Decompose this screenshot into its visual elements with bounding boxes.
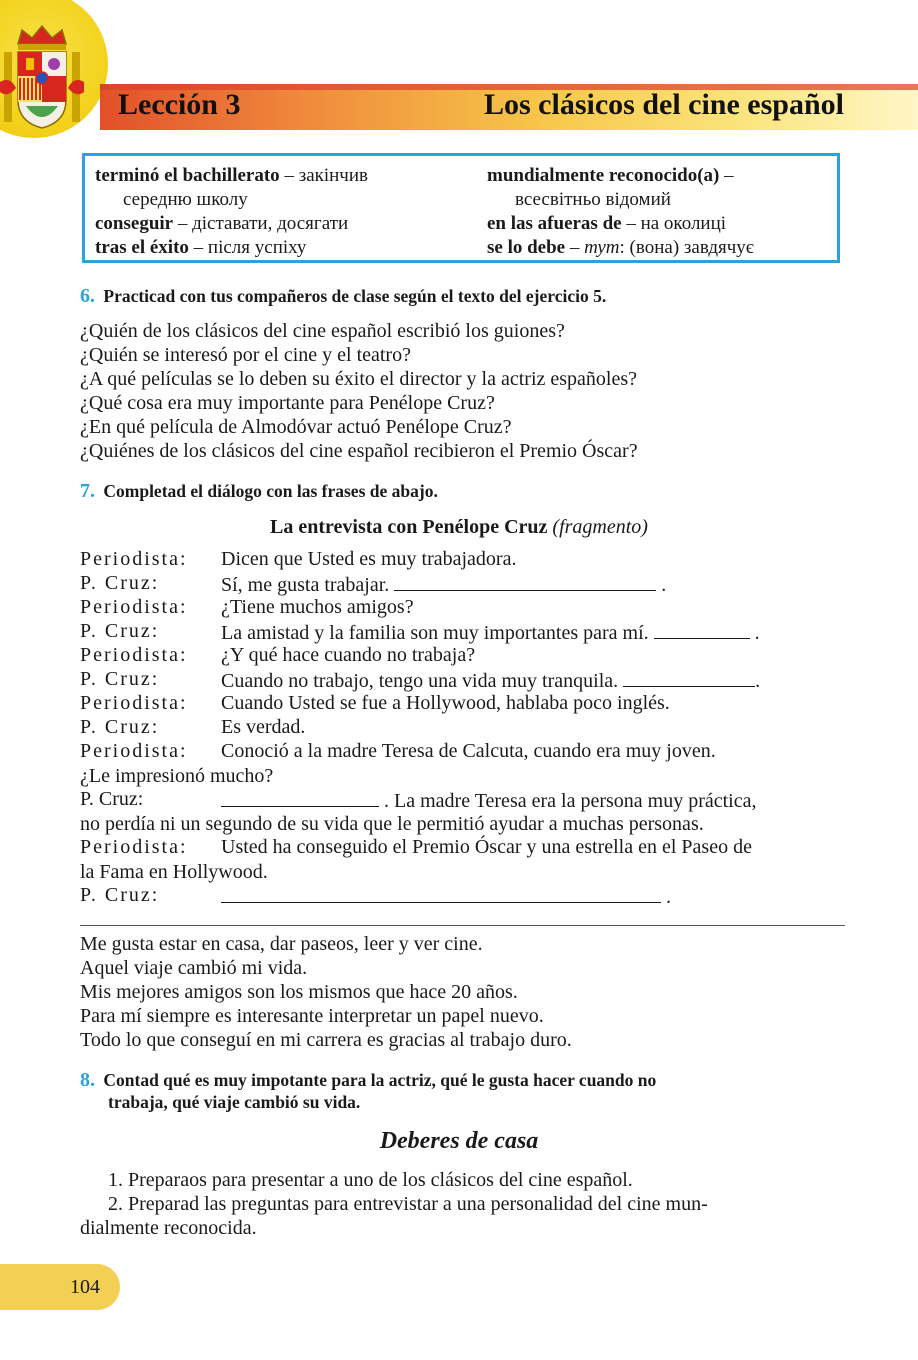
vocab-item bbox=[487, 164, 837, 188]
question: ¿A qué películas se lo deben su éxito el director y la actriz españoles? bbox=[80, 368, 638, 390]
answer-blank[interactable] bbox=[623, 668, 755, 687]
speaker-label: P. Cruz: bbox=[80, 716, 160, 738]
exercise-number: 7. bbox=[80, 480, 95, 502]
speaker-label: P. Cruz: bbox=[80, 668, 160, 690]
page-number-tab bbox=[0, 1264, 120, 1310]
homework-item: 2. Preparad las preguntas para entrevistar a una personalidad del cine mun- bbox=[108, 1193, 708, 1215]
exercise-number: 6. bbox=[80, 285, 95, 307]
vocab-translation: – після успіху bbox=[188, 237, 307, 258]
dialog-line: Sí, me gusta trabajar. . bbox=[221, 574, 667, 596]
dialog-line: Conoció a la madre Teresa de Calcuta, cuando era muy joven. bbox=[221, 740, 716, 762]
lesson-title: Los clásicos del cine español bbox=[483, 88, 844, 121]
vocab-item: se lo debe – тут: (вона) завдячує bbox=[487, 237, 754, 258]
vocab-term: conseguir bbox=[95, 213, 174, 234]
lesson-number: Lección 3 bbox=[118, 88, 241, 121]
vocab-term: tras el éxito bbox=[95, 237, 189, 258]
speaker-label: Periodista: bbox=[80, 548, 188, 570]
vocab-translation: – bbox=[719, 165, 734, 186]
speaker-label: Periodista: bbox=[80, 692, 188, 714]
dialog-title: La entrevista con Penélope Cruz (fragmento) bbox=[270, 516, 648, 538]
answer-blank[interactable] bbox=[394, 572, 656, 591]
question: ¿Quiénes de los clásicos del cine español recibieron el Premio Óscar? bbox=[80, 440, 638, 462]
vocab-translation-cont: середню школу bbox=[123, 189, 248, 210]
vocabulary-right-column bbox=[487, 164, 837, 260]
spain-coat-of-arms-icon bbox=[0, 22, 84, 132]
exercise-8-task bbox=[80, 1069, 850, 1092]
exercise-8-task-cont: trabaja, qué viaje cambió su vida. bbox=[108, 1092, 361, 1112]
vocab-item bbox=[95, 212, 475, 236]
answer-blank[interactable] bbox=[221, 884, 661, 903]
phrase-option: Mis mejores amigos son los mismos que hace 20 años. bbox=[80, 981, 518, 1003]
speaker-label: Periodista: bbox=[80, 740, 188, 762]
vocab-item bbox=[95, 236, 475, 260]
dialog-line: Dicen que Usted es muy trabajadora. bbox=[221, 548, 517, 570]
vocab-term: se lo debe bbox=[487, 237, 566, 258]
dialog-title-note: (fragmento) bbox=[552, 516, 648, 538]
exercise-7-task bbox=[80, 480, 438, 503]
homework-title: Deberes de casa bbox=[379, 1128, 539, 1154]
vocab-item bbox=[487, 212, 837, 236]
answer-blank[interactable] bbox=[654, 620, 750, 639]
vocab-term: mundialmente reconocido(a) bbox=[487, 165, 720, 186]
vocabulary-box bbox=[82, 153, 840, 263]
page-number: 104 bbox=[70, 1276, 100, 1298]
exercise-number: 8. bbox=[80, 1069, 95, 1091]
divider bbox=[80, 925, 845, 926]
dialog-line: Usted ha conseguido el Premio Óscar y una estrella en el Paseo de bbox=[221, 836, 752, 858]
vocab-term: terminó el bachillerato bbox=[95, 165, 280, 186]
speaker-label: Periodista: bbox=[80, 644, 188, 666]
dialog-line: Cuando no trabajo, tengo una vida muy tranquila. . bbox=[221, 670, 761, 692]
vocab-item bbox=[95, 164, 475, 188]
vocab-translation-cont: всесвітньо відомий bbox=[515, 189, 671, 210]
answer-blank[interactable] bbox=[221, 788, 379, 807]
dialog-line: Es verdad. bbox=[221, 716, 306, 738]
vocabulary-left-column bbox=[95, 164, 475, 260]
phrase-option: Aquel viaje cambió mi vida. bbox=[80, 957, 308, 979]
task-text: Contad qué es muy impotante para la actriz, qué le gusta hacer cuando no bbox=[103, 1070, 657, 1090]
speaker-label: Periodista: bbox=[80, 596, 188, 618]
phrase-option: Me gusta estar en casa, dar paseos, leer y ver cine. bbox=[80, 933, 483, 955]
vocab-note: тут bbox=[584, 237, 620, 258]
phrase-option: Para mí siempre es interesante interpretar un papel nuevo. bbox=[80, 1005, 544, 1027]
task-text: Completad el diálogo con las frases de abajo. bbox=[103, 481, 438, 501]
speaker-label: P. Cruz: bbox=[80, 620, 160, 642]
dialog-line: ¿Le impresionó mucho? bbox=[80, 765, 274, 787]
question: ¿En qué película de Almodóvar actuó Penélope Cruz? bbox=[80, 416, 512, 438]
dialog-line: . bbox=[221, 884, 671, 909]
dialog-line: ¿Y qué hace cuando no trabaja? bbox=[221, 644, 476, 666]
phrase-option: Todo lo que conseguí en mi carrera es gracias al trabajo duro. bbox=[80, 1029, 572, 1051]
question: ¿Quién de los clásicos del cine español escribió los guiones? bbox=[80, 320, 565, 342]
speaker-label: P. Cruz: bbox=[80, 884, 160, 906]
vocab-term: en las afueras de bbox=[487, 213, 622, 234]
question: ¿Qué cosa era muy importante para Penélope Cruz? bbox=[80, 392, 495, 414]
exercise-6-task bbox=[80, 285, 606, 308]
dialog-line: La amistad y la familia son muy importantes para mí. . bbox=[221, 622, 760, 644]
speaker-label: Periodista: bbox=[80, 836, 188, 858]
vocab-translation: – діставати, досягати bbox=[173, 213, 349, 234]
dialog-line: . La madre Teresa era la persona muy práctica, bbox=[221, 788, 756, 813]
task-text: Practicad con tus compañeros de clase según el texto del ejercicio 5. bbox=[103, 286, 607, 306]
vocab-translation: – закінчив bbox=[279, 165, 368, 186]
dialog-line: ¿Tiene muchos amigos? bbox=[221, 596, 414, 618]
dialog-line: no perdía ni un segundo de su vida que le permitió ayudar a muchas personas. bbox=[80, 813, 704, 835]
speaker-label: P. Cruz: bbox=[80, 572, 160, 594]
speaker-label: P. Cruz: bbox=[80, 788, 144, 810]
question: ¿Quién se interesó por el cine y el teatro? bbox=[80, 344, 411, 366]
homework-item: 1. Preparaos para presentar a uno de los clásicos del cine español. bbox=[108, 1169, 633, 1191]
vocab-translation: – на околиці bbox=[621, 213, 727, 234]
homework-item-cont: dialmente reconocida. bbox=[80, 1217, 257, 1239]
dialog-line: la Fama en Hollywood. bbox=[80, 861, 268, 883]
dialog-line: Cuando Usted se fue a Hollywood, hablaba poco inglés. bbox=[221, 692, 670, 714]
